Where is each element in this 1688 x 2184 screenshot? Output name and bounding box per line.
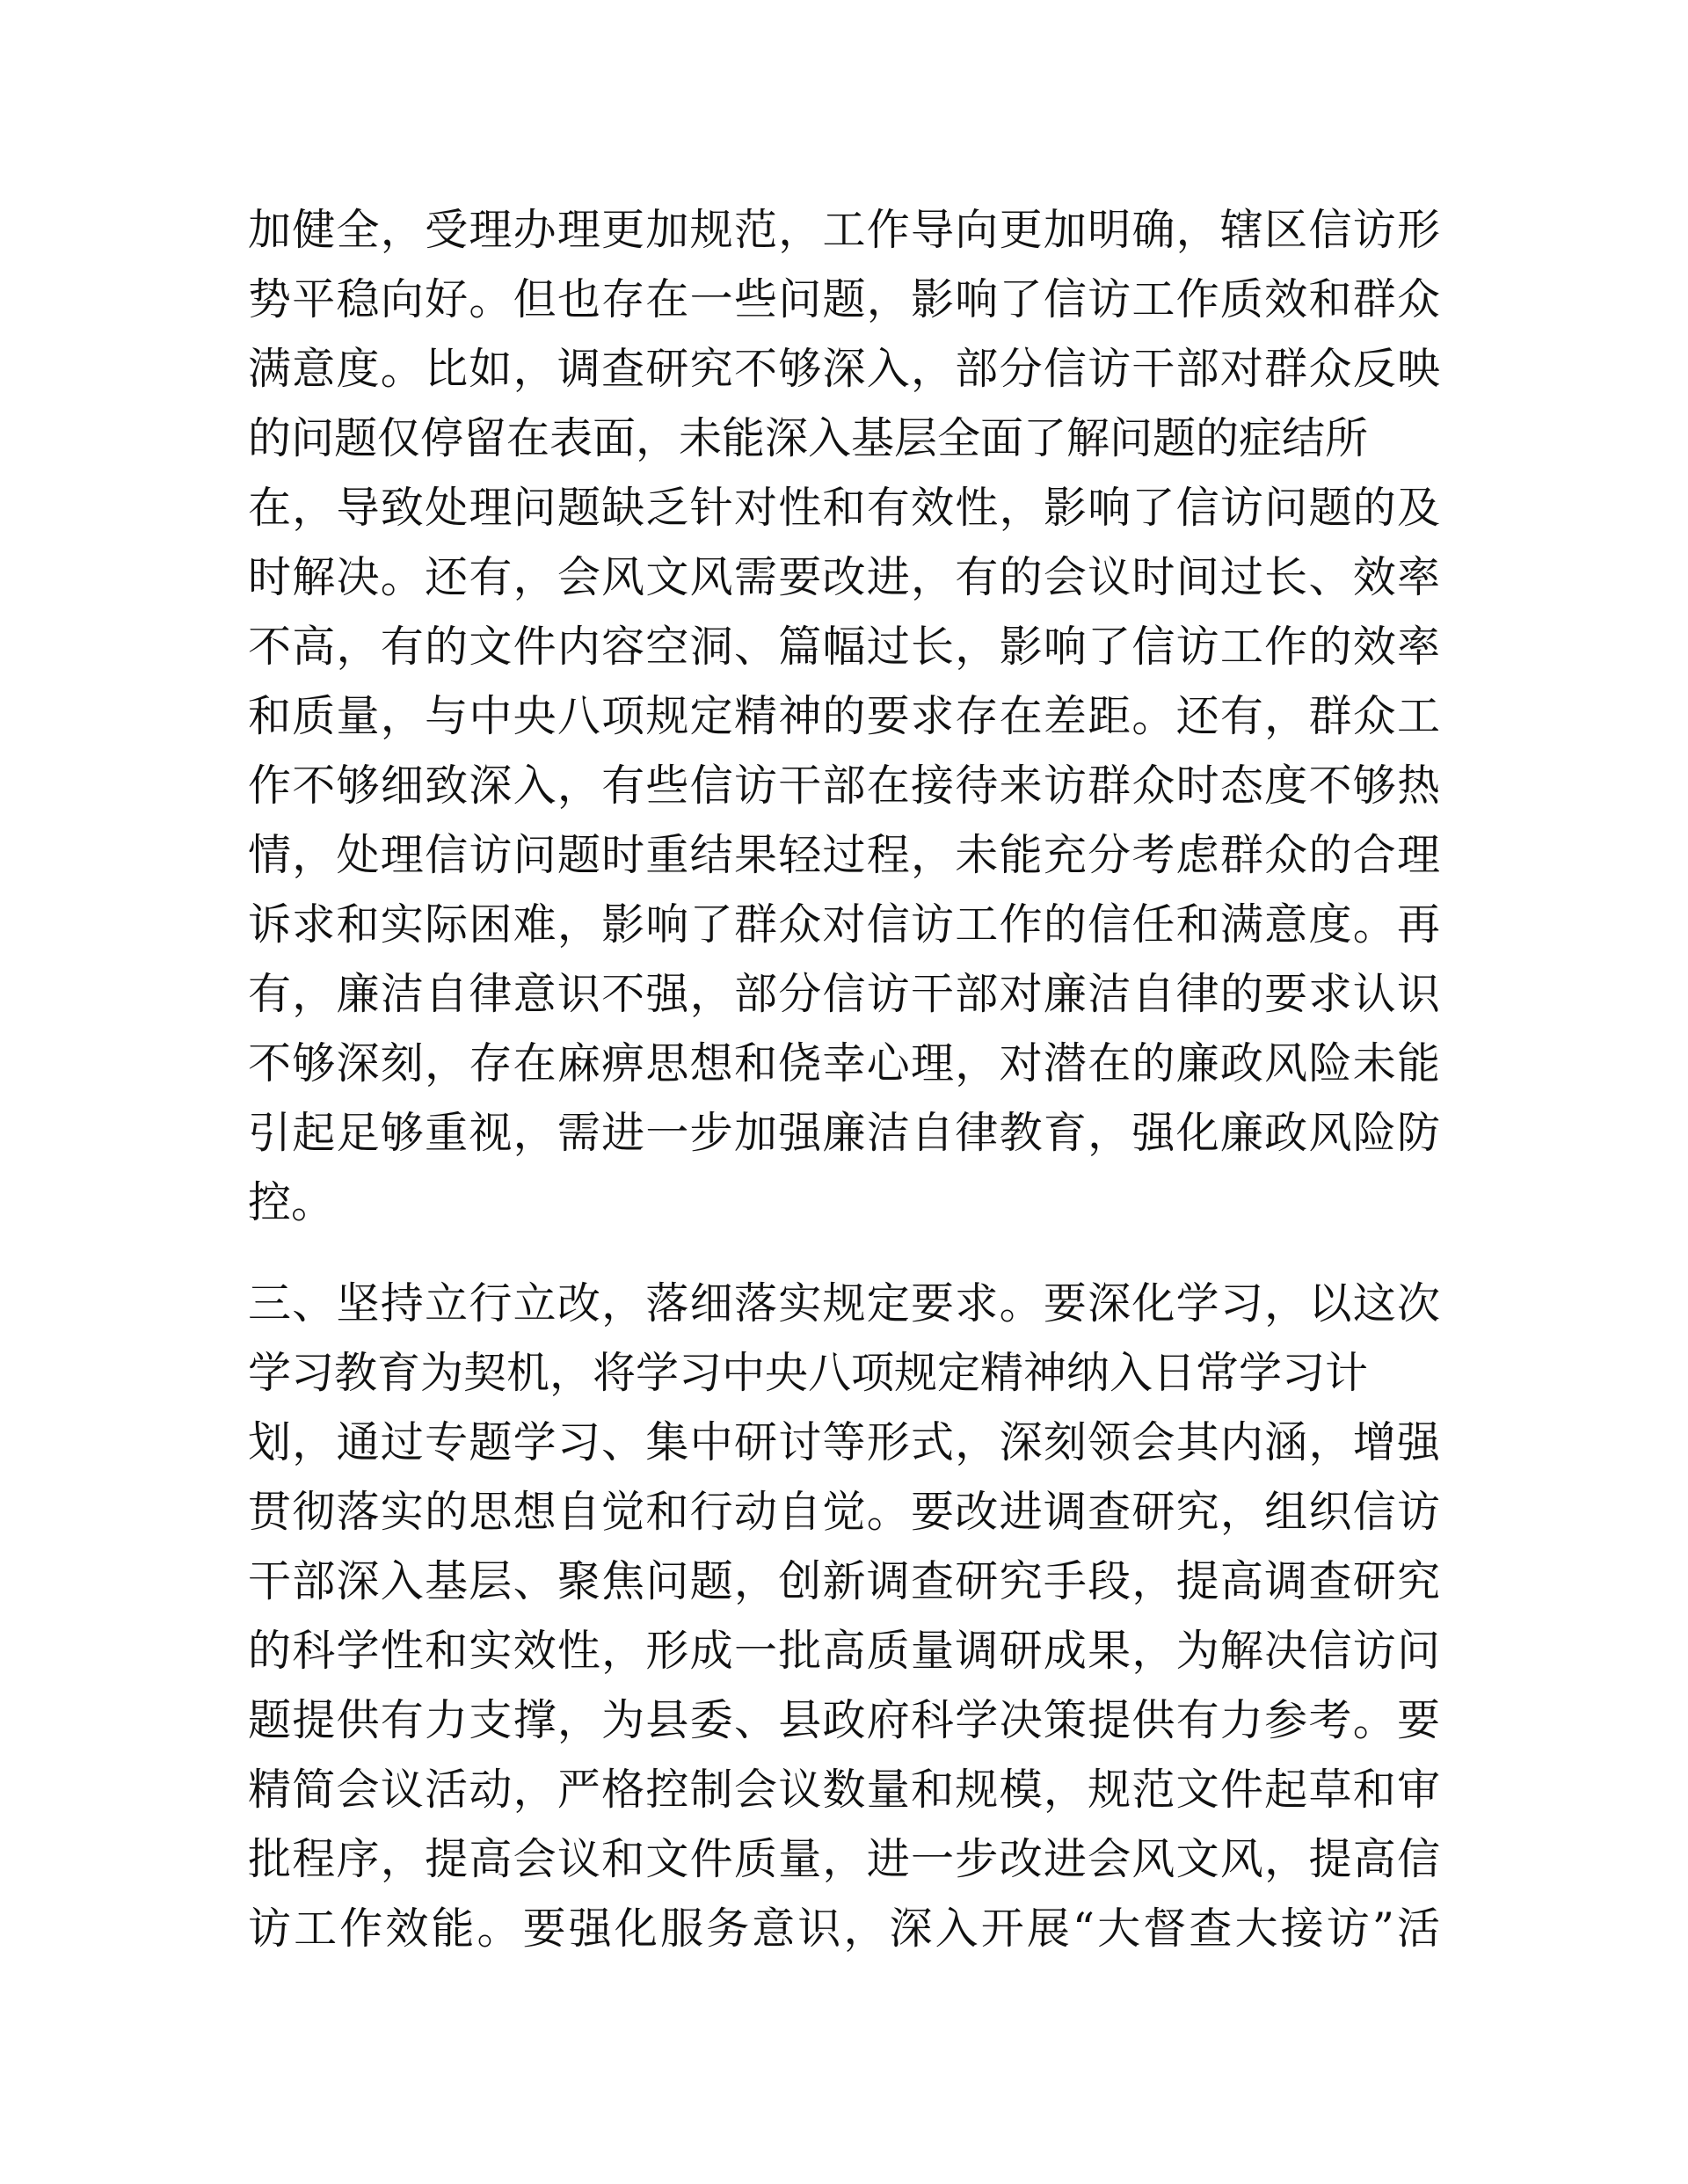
text-line: 加健全，受理办理更加规范，工作导向更加明确，辖区信访形 — [248, 205, 1440, 255]
text-line: 的科学性和实效性，形成一批高质量调研成果，为解决信访问 — [248, 1626, 1440, 1676]
text-line: 情，处理信访问题时重结果轻过程，未能充分考虑群众的合理 — [248, 830, 1440, 880]
text-line: 不高，有的文件内容空洞、篇幅过长，影响了信访工作的效率 — [248, 622, 1440, 672]
text-line: 的问题仅停留在表面，未能深入基层全面了解问题的症结所 — [248, 413, 1369, 463]
text-line: 学习教育为契机，将学习中央八项规定精神纳入日常学习计 — [248, 1348, 1369, 1398]
text-line: 和质量，与中央八项规定精神的要求存在差距。还有，群众工 — [248, 691, 1440, 741]
text-line: 批程序，提高会议和文件质量，进一步改进会风文风，提高信 — [248, 1834, 1440, 1884]
text-line: 控。 — [248, 1177, 335, 1227]
text-line: 题提供有力支撑，为县委、县政府科学决策提供有力参考。要 — [248, 1695, 1440, 1745]
text-line: 在，导致处理问题缺乏针对性和有效性，影响了信访问题的及 — [248, 483, 1440, 533]
text-line: 时解决。还有，会风文风需要改进，有的会议时间过长、效率 — [248, 552, 1440, 602]
text-line: 精简会议活动，严格控制会议数量和规模，规范文件起草和审 — [248, 1765, 1440, 1815]
text-line: 满意度。比如，调查研究不够深入，部分信访干部对群众反映 — [248, 344, 1440, 394]
text-line: 贯彻落实的思想自觉和行动自觉。要改进调查研究，组织信访 — [248, 1487, 1440, 1537]
document-page — [248, 195, 1440, 1963]
text-line: 划，通过专题学习、集中研讨等形式，深刻领会其内涵，增强 — [248, 1417, 1440, 1467]
text-line: 三、坚持立行立改，落细落实规定要求。要深化学习，以这次 — [248, 1278, 1440, 1329]
text-line: 干部深入基层、聚焦问题，创新调查研究手段，提高调查研究 — [248, 1556, 1440, 1606]
text-line: 诉求和实际困难，影响了群众对信访工作的信任和满意度。再 — [248, 899, 1440, 950]
text-line: 势平稳向好。但也存在一些问题，影响了信访工作质效和群众 — [248, 274, 1440, 324]
text-line: 引起足够重视，需进一步加强廉洁自律教育，强化廉政风险防 — [248, 1108, 1440, 1158]
paragraph-section-three — [248, 1269, 1440, 1963]
text-line: 作不够细致深入，有些信访干部在接待来访群众时态度不够热 — [248, 761, 1440, 811]
text-line: 不够深刻，存在麻痹思想和侥幸心理，对潜在的廉政风险未能 — [248, 1038, 1440, 1088]
paragraph-problems — [248, 195, 1440, 1237]
text-line: 有，廉洁自律意识不强，部分信访干部对廉洁自律的要求认识 — [248, 969, 1440, 1019]
text-line: 访工作效能。要强化服务意识，深入开展“大督查大接访”活 — [248, 1904, 1440, 1954]
paragraph-spacer — [248, 1237, 1440, 1269]
